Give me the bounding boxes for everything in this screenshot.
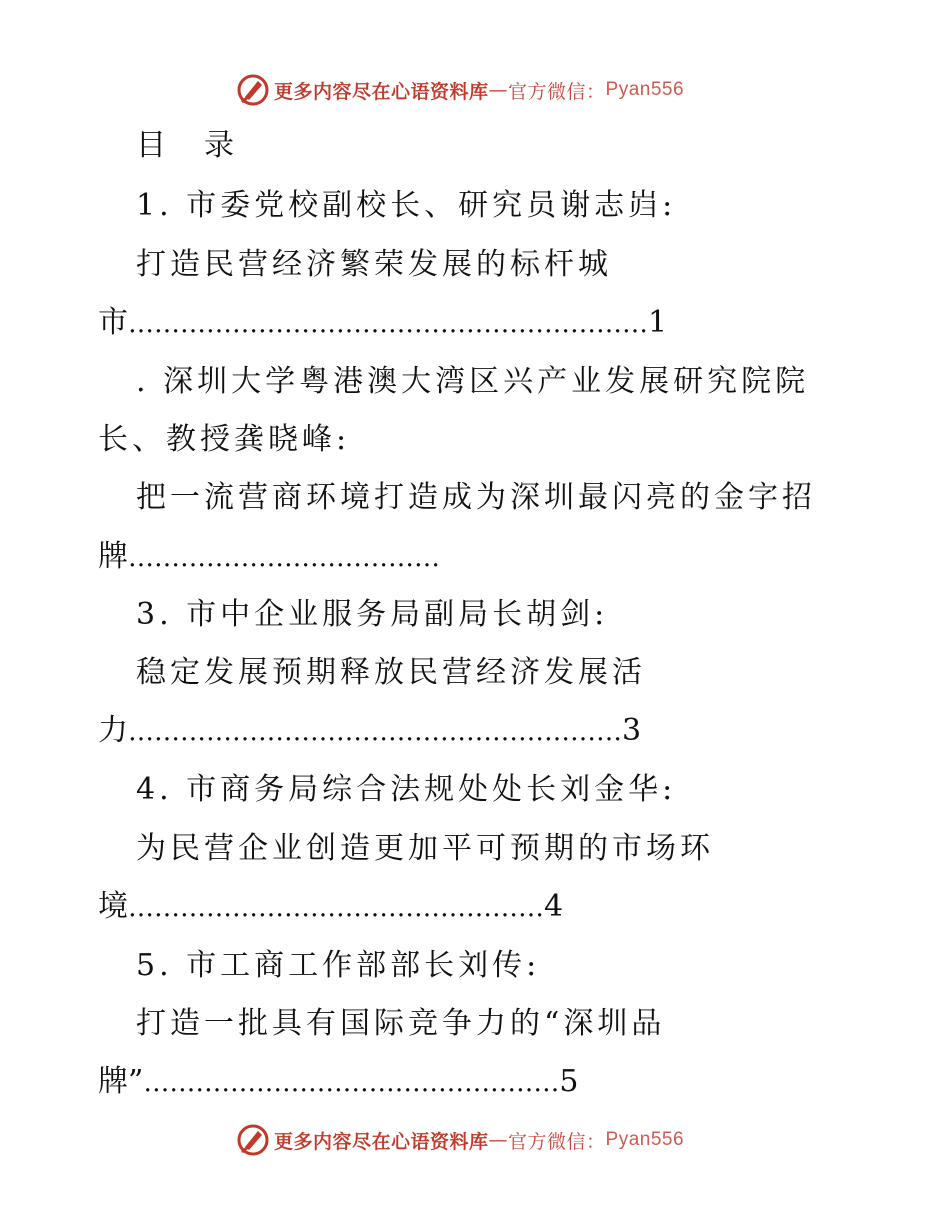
toc-entry-4-title: 为民营企业创造更加平可预期的市场环: [136, 831, 714, 866]
toc-entry-4-page: 4: [544, 889, 564, 924]
toc-entry-1-page: 1: [648, 305, 668, 340]
toc-entry-1-title: 打造民营经济繁荣发展的标杆城: [136, 247, 612, 282]
banner-separator: —: [488, 79, 509, 101]
toc-entry-4-title-tail: 境: [98, 889, 128, 924]
toc-entry-4-leader[interactable]: [98, 887, 563, 927]
header-banner: [236, 72, 684, 108]
toc-entry-2-leader[interactable]: [98, 537, 440, 577]
banner-separator: —: [488, 1129, 509, 1151]
toc-entry-2-heading-line1: . 深圳大学粤港澳大湾区兴产业发展研究院院: [136, 364, 810, 399]
quill-logo-icon: [236, 73, 270, 107]
footer-banner: [236, 1122, 684, 1158]
toc-entry-1-leader[interactable]: [98, 303, 667, 343]
toc-entry-5-heading: 5. 市工商工作部部长刘传:: [136, 948, 541, 983]
toc-entry-2-title-tail: 牌: [98, 539, 128, 574]
banner-wechat-label: 官方微信：: [508, 1130, 606, 1153]
banner-wechat-id: Pyan556: [605, 79, 685, 100]
toc-title: 目 录: [136, 128, 238, 163]
banner-wechat-id: Pyan556: [605, 1129, 685, 1150]
toc-entry-1-heading: 1. 市委党校副校长、研究员谢志岿:: [136, 188, 677, 223]
toc-entry-4-dots: …………………………………………: [128, 893, 544, 923]
toc-entry-3-page: 3: [622, 713, 642, 748]
toc-entry-3-dots: …………………………………………………: [128, 717, 622, 747]
toc-entry-5-title: 打造一批具有国际竞争力的“深圳品: [136, 1006, 666, 1041]
quill-logo-icon: [236, 1123, 270, 1157]
banner-main-text: 更多内容尽在心语资料库: [274, 1130, 489, 1153]
banner-wechat-label: 官方微信：: [508, 80, 606, 103]
toc-entry-5-dots: …………………………………………: [143, 1068, 560, 1098]
toc-entry-3-title-tail: 力: [98, 713, 128, 748]
toc-entry-5-page: 5: [559, 1064, 579, 1099]
toc-entry-1-dots: ……………………………………………………: [128, 309, 648, 339]
toc-entry-3-title: 稳定发展预期释放民营经济发展活: [136, 655, 646, 690]
toc-entry-1-title-tail: 市: [98, 305, 128, 340]
toc-entry-5-leader[interactable]: [98, 1062, 578, 1102]
toc-entry-2-dots: ………………………………: [128, 543, 440, 573]
banner-main-text: 更多内容尽在心语资料库: [274, 80, 489, 103]
toc-entry-4-heading: 4. 市商务局综合法规处处长刘金华:: [136, 772, 677, 807]
toc-entry-3-heading: 3. 市中企业服务局副局长胡剑:: [136, 597, 609, 632]
toc-entry-3-leader[interactable]: [98, 711, 641, 751]
toc-entry-2-heading-line2: 长、教授龚晓峰:: [98, 422, 351, 457]
toc-entry-5-title-tail: 牌”: [98, 1064, 144, 1099]
toc-entry-2-title: 把一流营商环境打造成为深圳最闪亮的金字招: [136, 480, 816, 515]
